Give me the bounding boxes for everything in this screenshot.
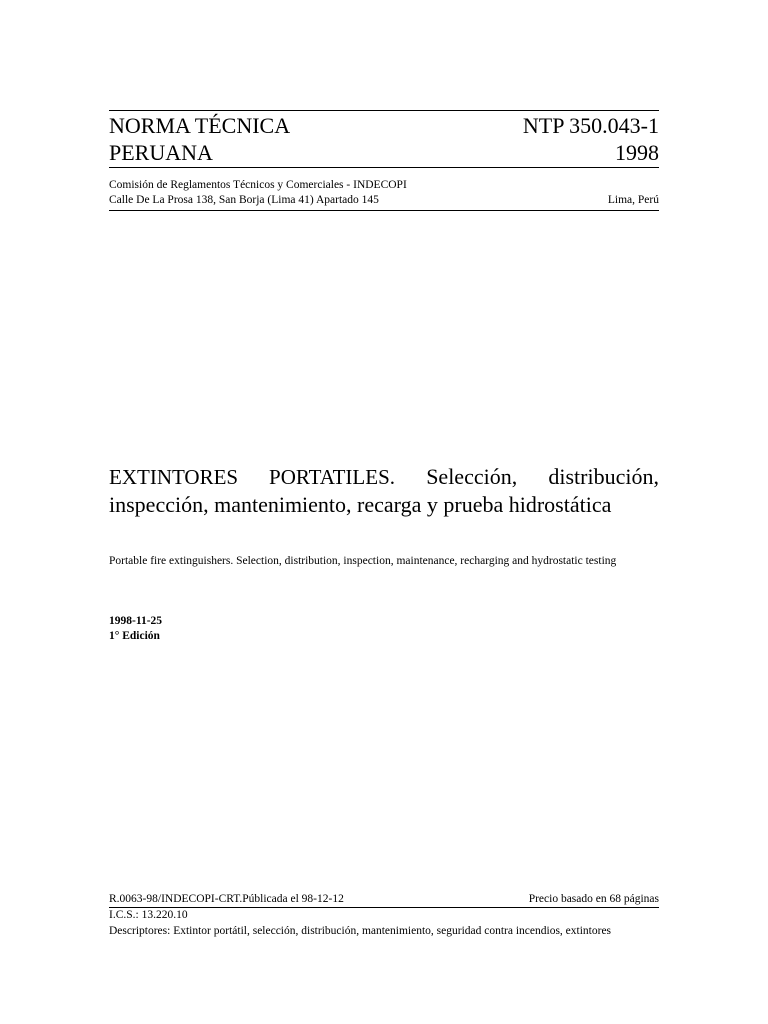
edition-label: 1° Edición: [109, 630, 160, 642]
header-bottom-rule: [109, 167, 659, 168]
standard-year: 1998: [615, 140, 659, 165]
price-note: Precio basado en 68 páginas: [528, 893, 659, 905]
standard-type-line1: NORMA TÉCNICA: [109, 113, 291, 138]
issuer-address: Calle De La Prosa 138, San Borja (Lima 41) Apartado 145: [109, 194, 379, 206]
standard-type-line2: PERUANA: [109, 140, 213, 165]
ics-code: I.C.S.: 13.220.10: [109, 909, 188, 921]
document-title-caps: EXTINTORES PORTATILES.: [109, 465, 396, 489]
issuer-name: Comisión de Reglamentos Técnicos y Comerciales - INDECOPI: [109, 179, 407, 191]
edition-date: 1998-11-25: [109, 615, 163, 627]
descriptors: Descriptores: Extintor portátil, selección, distribución, mantenimiento, seguridad contra incendios, extintores: [109, 925, 612, 937]
document-title: [109, 463, 659, 519]
document-title-rest: Selección, distribución, inspección, mantenimiento, recarga y prueba hidrostática: [109, 464, 659, 517]
footer-rule: [109, 907, 659, 908]
header-top-rule: [109, 110, 659, 111]
document-subtitle-english: Portable fire extinguishers. Selection, distribution, inspection, maintenance, recharging and hydrostatic testing: [109, 555, 617, 567]
issuer-rule: [109, 210, 659, 211]
standard-code: NTP 350.043-1: [522, 113, 659, 138]
issuer-location: Lima, Perú: [607, 194, 659, 206]
resolution-reference: R.0063-98/INDECOPI-CRT.Públicada el 98-12-12: [109, 893, 344, 905]
